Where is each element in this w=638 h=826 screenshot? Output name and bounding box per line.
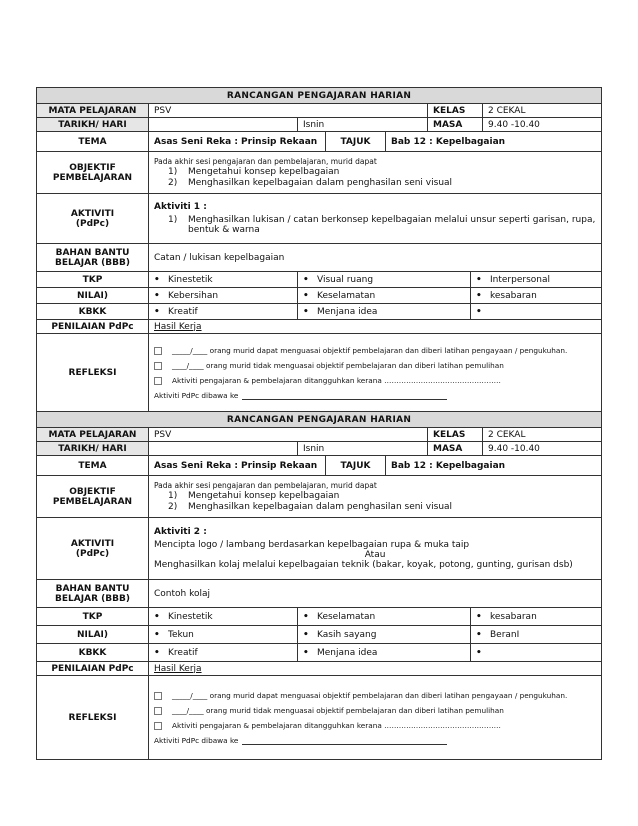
assessment-value[interactable]: Hasil Kerja (149, 662, 602, 676)
form1-date-row (37, 118, 602, 132)
theme-value[interactable]: Asas Seni Reka : Prinsip Rekaan (149, 456, 326, 476)
form2-reflection-row (37, 676, 602, 760)
assessment-value[interactable]: Hasil Kerja (149, 320, 602, 334)
objective-label-line1: OBJEKTIF (69, 162, 116, 173)
objective-item (154, 491, 596, 501)
form1-reflection-row (37, 334, 602, 412)
form2-tkp-row (37, 608, 602, 626)
form1-objective-row (37, 152, 602, 194)
kbkk-item[interactable]: • Menjana idea (298, 304, 471, 320)
class-label: KELAS (428, 428, 483, 442)
checkbox[interactable] (154, 347, 162, 355)
carry-forward-text: Aktiviti PdPc dibawa ke (154, 735, 239, 745)
topic-value[interactable]: Bab 12 : Kepelbagaian (386, 456, 602, 476)
lesson-plan-table (36, 87, 602, 760)
tkp-item[interactable]: • kesabaran (471, 608, 602, 626)
activity-label (37, 194, 149, 244)
time-label: MASA (428, 442, 483, 456)
objective-text: Menghasilkan kepelbagaian dalam penghasilan seni visual (188, 501, 453, 512)
tkp-item[interactable]: • Kinestetik (149, 608, 298, 626)
activity-text: Menghasilkan lukisan / catan berkonsep kepelbagaian melalui unsur seperti garisan, rupa, bentuk & warna (188, 214, 596, 235)
reflection-option (154, 721, 596, 730)
materials-value[interactable]: Catan / lukisan kepelbagaian (149, 244, 602, 272)
form2-values-row (37, 626, 602, 644)
value-item[interactable]: • Kasih sayang (298, 626, 471, 644)
form1-theme-row (37, 132, 602, 152)
form-title: RANCANGAN PENGAJARAN HARIAN (37, 88, 602, 104)
tkp-item[interactable]: • Interpersonal (471, 272, 602, 288)
objective-label (37, 476, 149, 518)
checkbox[interactable] (154, 722, 162, 730)
theme-label: TEMA (37, 456, 149, 476)
form1-subject-row (37, 104, 602, 118)
day-value[interactable]: Isnin (298, 442, 428, 456)
objective-label-line1: OBJEKTIF (69, 486, 116, 497)
form1-activity-row (37, 194, 602, 244)
reflection-text: Aktiviti pengajaran & pembelajaran ditangguhkan kerana ………………………………………… (172, 720, 501, 730)
checkbox[interactable] (154, 692, 162, 700)
kbkk-item[interactable]: • Kreatif (149, 304, 298, 320)
activity-number: 1) (168, 214, 178, 225)
objective-label-line2: PEMBELAJARAN (52, 172, 133, 183)
form2-materials-row (37, 580, 602, 608)
assessment-label: PENILAIAN PdPc (37, 320, 149, 334)
date-value[interactable] (149, 442, 298, 456)
objective-number: 1) (168, 166, 178, 177)
assessment-label: PENILAIAN PdPc (37, 662, 149, 676)
objective-label-line2: PEMBELAJARAN (52, 496, 133, 507)
form1-header-row (37, 88, 602, 104)
materials-value[interactable]: Contoh kolaj (149, 580, 602, 608)
activity-item (154, 215, 596, 235)
objective-content[interactable] (149, 152, 602, 194)
objective-number: 2) (168, 501, 178, 512)
activity-line: Menghasilkan kolaj melalui kepelbagaian teknik (bakar, koyak, potong, gunting, gurisan dsb) (154, 560, 573, 570)
value-item[interactable]: • Tekun (149, 626, 298, 644)
carry-forward-line (154, 391, 596, 400)
kbkk-label: KBKK (37, 304, 149, 320)
objective-content[interactable] (149, 476, 602, 518)
reflection-text: _____/____ orang murid dapat menguasai objektif pembelajaran dan diberi latihan pengayaan / pengukuhan. (172, 690, 568, 700)
objective-text: Menghasilkan kepelbagaian dalam penghasilan seni visual (188, 177, 453, 188)
reflection-text: _____/____ orang murid dapat menguasai objektif pembelajaran dan diberi latihan pengayaan / pengukuhan. (172, 345, 568, 355)
form2-assessment-row (37, 662, 602, 676)
form1-values-row (37, 288, 602, 304)
class-value[interactable]: 2 CEKAL (483, 104, 602, 118)
values-label: NILAI) (37, 288, 149, 304)
theme-value[interactable]: Asas Seni Reka : Prinsip Rekaan (149, 132, 326, 152)
tkp-item[interactable]: • Kinestetik (149, 272, 298, 288)
activity-title: Aktiviti 2 : (154, 527, 207, 537)
checkbox[interactable] (154, 362, 162, 370)
day-value[interactable]: Isnin (298, 118, 428, 132)
form2-activity-row (37, 518, 602, 580)
materials-label-line1: BAHAN BANTU (55, 583, 130, 594)
reflection-text: ____/____ orang murid tidak menguasai objektif pembelajaran dan diberi latihan pemulihan (172, 705, 504, 715)
reflection-content[interactable] (149, 334, 602, 412)
form1-tkp-row (37, 272, 602, 288)
reflection-option (154, 376, 596, 385)
subject-label: MATA PELAJARAN (37, 104, 149, 118)
tkp-label: TKP (37, 272, 149, 288)
date-label: TARIKH/ HARI (37, 442, 149, 456)
checkbox[interactable] (154, 377, 162, 385)
materials-label-line2: BELAJAR (BBB) (55, 593, 130, 604)
class-value[interactable]: 2 CEKAL (483, 428, 602, 442)
theme-label: TEMA (37, 132, 149, 152)
activity-title: Aktiviti 1 : (154, 201, 207, 212)
value-item[interactable]: • Kebersihan (149, 288, 298, 304)
objective-item (154, 178, 596, 188)
form1-assessment-row (37, 320, 602, 334)
form2-date-row (37, 442, 602, 456)
carry-forward-line (154, 736, 596, 745)
objective-text: Mengetahui konsep kepelbagaian (188, 166, 340, 177)
activity-line: Mencipta logo / lambang berdasarkan kepelbagaian rupa & muka taip (154, 540, 470, 550)
subject-label: MATA PELAJARAN (37, 428, 149, 442)
objective-number: 2) (168, 177, 178, 188)
topic-label: TAJUK (326, 132, 386, 152)
topic-label: TAJUK (326, 456, 386, 476)
form2-subject-row (37, 428, 602, 442)
carry-forward-text: Aktiviti PdPc dibawa ke (154, 390, 239, 400)
reflection-option (154, 691, 596, 700)
carry-forward-blank[interactable] (242, 391, 447, 400)
reflection-option (154, 346, 596, 355)
objective-item (154, 167, 596, 177)
date-value[interactable] (149, 118, 298, 132)
objective-text: Mengetahui konsep kepelbagaian (188, 490, 340, 501)
kbkk-item[interactable]: • Menjana idea (298, 644, 471, 662)
tkp-item[interactable]: • Keselamatan (298, 608, 471, 626)
checkbox[interactable] (154, 707, 162, 715)
value-item[interactable]: • BeranI (471, 626, 602, 644)
kbkk-item[interactable] (471, 304, 602, 320)
reflection-option (154, 706, 596, 715)
kbkk-item[interactable]: • Kreatif (149, 644, 298, 662)
objective-intro: Pada akhir sesi pengajaran dan pembelajaran, murid dapat (154, 156, 377, 166)
tkp-item[interactable]: • Visual ruang (298, 272, 471, 288)
materials-label-line1: BAHAN BANTU (55, 247, 130, 258)
objective-item (154, 502, 596, 512)
reflection-label: REFLEKSI (37, 334, 149, 412)
activity-label-line1: AKTIVITI (70, 538, 115, 549)
reflection-content[interactable] (149, 676, 602, 760)
form2-kbkk-row (37, 644, 602, 662)
activity-label-line1: AKTIVITI (70, 208, 115, 219)
activity-or: Atau (364, 550, 386, 560)
materials-label (37, 244, 149, 272)
time-label: MASA (428, 118, 483, 132)
lesson-plan-sheet (36, 87, 601, 760)
form2-header-row (37, 412, 602, 428)
subject-value[interactable]: PSV (149, 104, 428, 118)
kbkk-label: KBKK (37, 644, 149, 662)
activity-label-line2: (PdPc) (75, 218, 110, 229)
kbkk-item[interactable] (471, 644, 602, 662)
date-label: TARIKH/ HARI (37, 118, 149, 132)
reflection-label: REFLEKSI (37, 676, 149, 760)
class-label: KELAS (428, 104, 483, 118)
tkp-label: TKP (37, 608, 149, 626)
activity-label-line2: (PdPc) (75, 548, 110, 559)
time-value[interactable]: 9.40 -10.40 (483, 442, 602, 456)
form2-objective-row (37, 476, 602, 518)
objective-label (37, 152, 149, 194)
materials-label-line2: BELAJAR (BBB) (55, 257, 130, 268)
reflection-text: ____/____ orang murid tidak menguasai objektif pembelajaran dan diberi latihan pemulihan (172, 360, 504, 370)
form-title: RANCANGAN PENGAJARAN HARIAN (37, 412, 602, 428)
objective-intro: Pada akhir sesi pengajaran dan pembelajaran, murid dapat (154, 480, 377, 490)
values-label: NILAI) (37, 626, 149, 644)
activity-label (37, 518, 149, 580)
topic-value[interactable]: Bab 12 : Kepelbagaian (386, 132, 602, 152)
value-item[interactable]: • Keselamatan (298, 288, 471, 304)
objective-number: 1) (168, 490, 178, 501)
activity-content[interactable] (149, 518, 602, 580)
form1-materials-row (37, 244, 602, 272)
carry-forward-blank[interactable] (242, 736, 447, 745)
time-value[interactable]: 9.40 -10.40 (483, 118, 602, 132)
reflection-option (154, 361, 596, 370)
reflection-text: Aktiviti pengajaran & pembelajaran ditangguhkan kerana ………………………………………… (172, 375, 501, 385)
activity-content[interactable] (149, 194, 602, 244)
form1-kbkk-row (37, 304, 602, 320)
form2-theme-row (37, 456, 602, 476)
materials-label (37, 580, 149, 608)
value-item[interactable]: • kesabaran (471, 288, 602, 304)
subject-value[interactable]: PSV (149, 428, 428, 442)
